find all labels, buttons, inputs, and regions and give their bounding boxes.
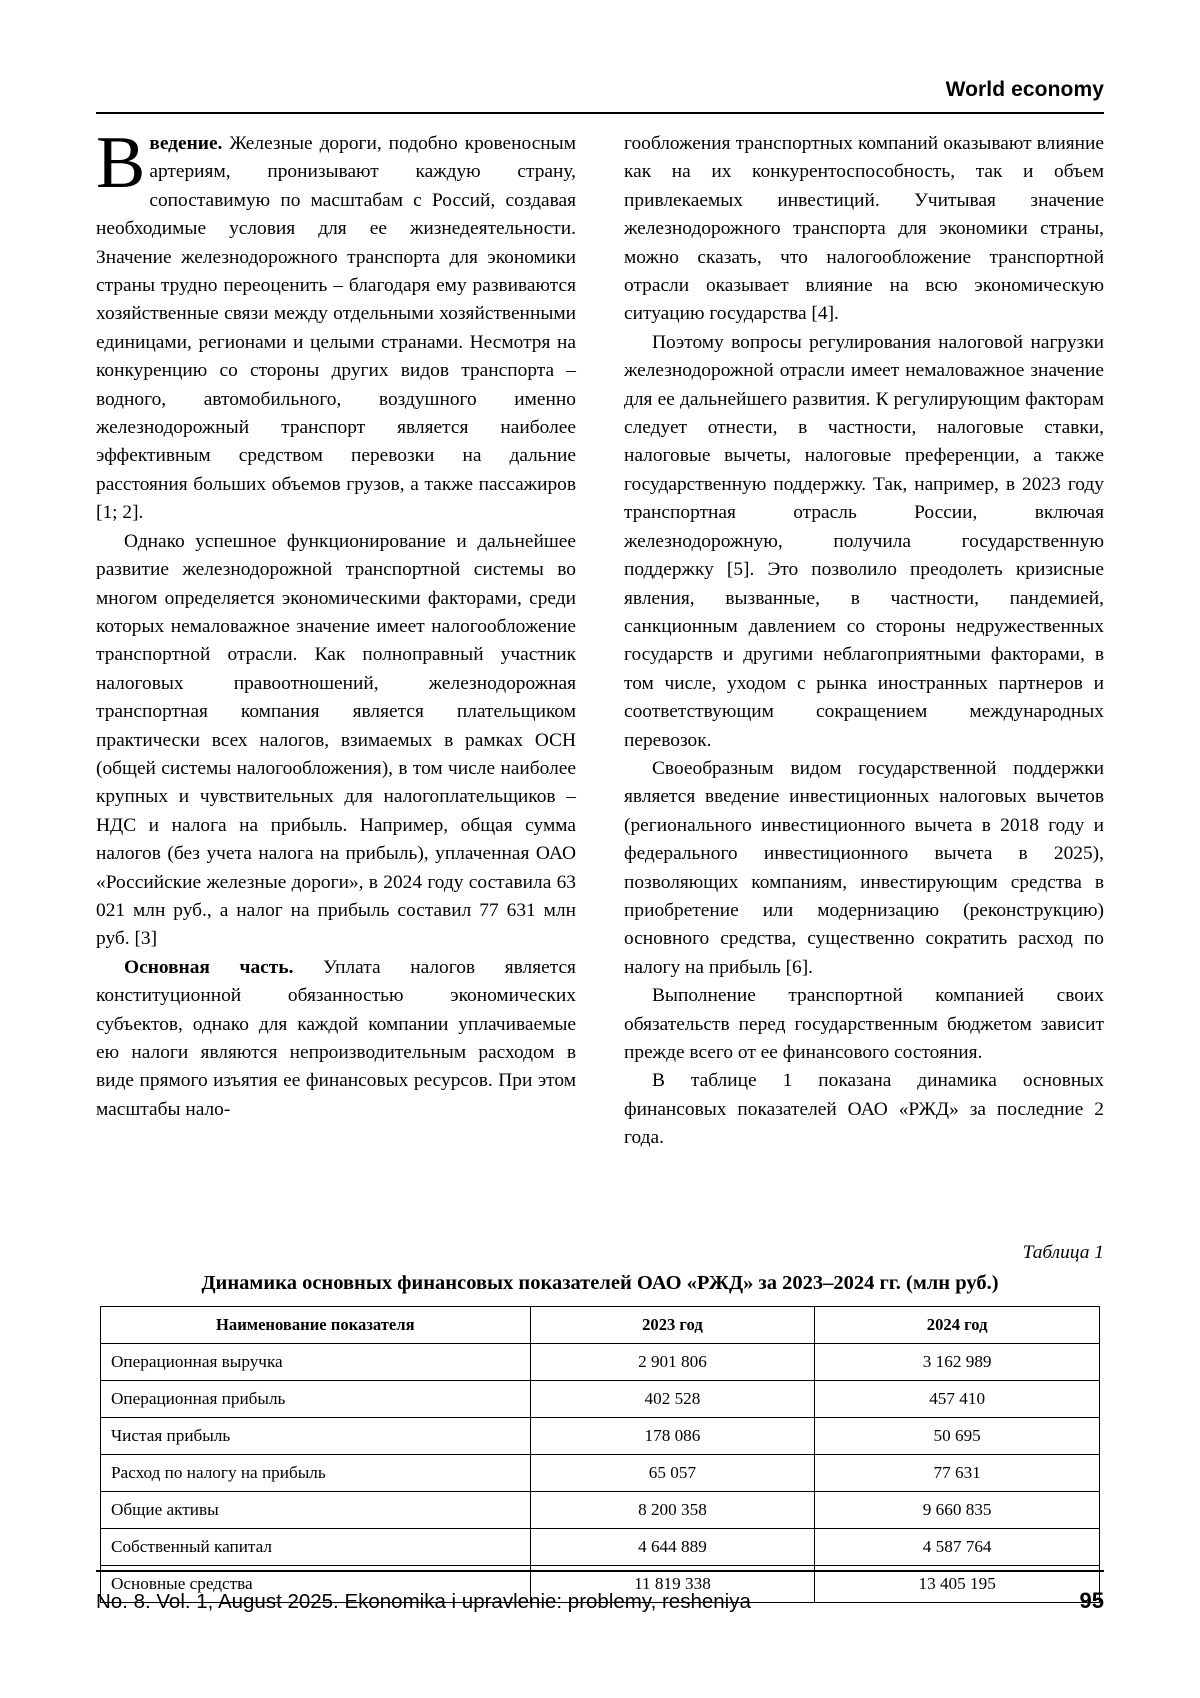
table-header-2024: 2024 год bbox=[815, 1307, 1100, 1344]
right-column bbox=[624, 130, 1104, 1153]
header-divider bbox=[96, 112, 1104, 114]
paragraph-intro bbox=[96, 122, 576, 528]
table-title: Динамика основных финансовых показателей ОАО «РЖД» за 2023–2024 гг. (млн руб.) bbox=[201, 1272, 999, 1294]
paragraph-left-3-text: Уплата налогов является конституционной обязанностью экономических субъектов, однако для каждой компании уплачиваемые ею налоги являются непроизводительным расходом в виде прямого изъятия ее финансовых ресурсов. При этом масштабы нало- bbox=[96, 956, 576, 1120]
section-lead-main-part: Основная часть. bbox=[124, 956, 294, 978]
table-cell-2023: 8 200 358 bbox=[530, 1492, 815, 1529]
paragraph-right-4: Выполнение транспортной компанией своих обязательств перед государственным бюджетом зависит прежде всего от ее финансового состояния. bbox=[624, 985, 1104, 1063]
paragraph-right-3: Своеобразным видом государственной поддержки является введение инвестиционных налоговых вычетов (регионального инвестиционного вычета в 2018 году и федерального инвестиционного вычета в 2025), позволяющих компаниям, инвестирующим средства в приобретение или модернизацию (реконструкцию) основного средства, существенно сократить расход по налогу на прибыль [6]. bbox=[624, 757, 1104, 978]
table-cell-name: Собственный капитал bbox=[101, 1529, 531, 1566]
body-columns bbox=[96, 122, 1104, 1153]
table-cell-2023: 65 057 bbox=[530, 1455, 815, 1492]
table-row bbox=[101, 1381, 1100, 1418]
table-row bbox=[101, 1418, 1100, 1455]
table-cell-2024: 9 660 835 bbox=[815, 1492, 1100, 1529]
footer-divider bbox=[96, 1570, 1104, 1572]
table-cell-2024: 3 162 989 bbox=[815, 1344, 1100, 1381]
table-header-2023: 2023 год bbox=[530, 1307, 815, 1344]
financial-indicators-table bbox=[100, 1306, 1100, 1603]
table-cell-name: Общие активы bbox=[101, 1492, 531, 1529]
table-cell-2024: 77 631 bbox=[815, 1455, 1100, 1492]
table-cell-name: Расход по налогу на прибыль bbox=[101, 1455, 531, 1492]
table-cell-2024: 13 405 195 bbox=[815, 1566, 1100, 1603]
page-footer bbox=[96, 1588, 1104, 1614]
footer-journal-line: No. 8. Vol. 1, August 2025. Ekonomika i upravlenie: problemy, resheniya bbox=[96, 1590, 751, 1613]
drop-cap: В bbox=[96, 122, 146, 204]
table-cell-2023: 11 819 338 bbox=[530, 1566, 815, 1603]
table-cell-name: Основные средства bbox=[101, 1566, 531, 1603]
table-cell-name: Операционная выручка bbox=[101, 1344, 531, 1381]
paragraph-left-2: Однако успешное функционирование и дальнейшее развитие железнодорожной транспортной системы во многом определяется экономическими факторами, среди которых немаловажное значение имеет налогообложение транспортной отрасли. Как полноправный участник налоговых правоотношений, железнодорожная транспортная компания является плательщиком практически всех налогов, взимаемых в рамках ОСН (общей системы налогообложения), в том числе наиболее крупных и чувствительных для налогоплательщиков – НДС и налога на прибыль. Например, общая сумма налогов (без учета налога на прибыль), уплаченная ОАО «Российские железные дороги», в 2024 году составила 63 021 млн руб., а налог на прибыль составил 77 631 млн руб. [3] bbox=[96, 530, 576, 950]
table-cell-2024: 50 695 bbox=[815, 1418, 1100, 1455]
table-cell-2023: 402 528 bbox=[530, 1381, 815, 1418]
paragraph-right-2: Поэтому вопросы регулирования налоговой нагрузки железнодорожной отрасли имеет немаловажное значение для ее дальнейшего развития. К регулирующим факторам следует отнести, в частности, налоговые ставки, налоговые вычеты, налоговые преференции, а также государственную поддержку. Так, например, в 2023 году транспортная отрасль России, включая железнодорожную, получила государственную поддержку [5]. Это позволило преодолеть кризисные явления, вызванные, в частности, пандемией, санкционным давлением со стороны недружественных государств и другими неблагоприятными факторами, в том числе, уходом с рынка иностранных партнеров и соответствующим сокращением международных перевозок. bbox=[624, 331, 1104, 751]
table-cell-name: Операционная прибыль bbox=[101, 1381, 531, 1418]
paragraph-intro-text: ведение. Железные дороги, подобно кровеносным артериям, пронизывают каждую страну, сопоставимую по масштабам с Россий, создавая необходимые условия для ее жизнедеятельности. Значение железнодорожного транспорта для экономики страны трудно переоценить – благодаря ему развиваются хозяйственные связи между отдельными хозяйственными единицами, регионами и целыми странами. Несмотря на конкуренцию со стороны других видов транспорта – водного, автомобильного, воздушного именно железнодорожный транспорт является наиболее эффективным средством перевозки на дальние расстояния больших объемов грузов, а также пассажиров [1; 2]. bbox=[96, 133, 576, 524]
table-cell-2024: 457 410 bbox=[815, 1381, 1100, 1418]
table-row bbox=[101, 1492, 1100, 1529]
page-number: 95 bbox=[1079, 1588, 1104, 1613]
table-row bbox=[101, 1455, 1100, 1492]
table-cell-2023: 4 644 889 bbox=[530, 1529, 815, 1566]
table-header-row bbox=[101, 1307, 1100, 1344]
running-head: World economy bbox=[945, 78, 1104, 101]
paragraph-right-5: В таблице 1 показана динамика основных финансовых показателей ОАО «РЖД» за последние 2 года. bbox=[624, 1070, 1104, 1149]
table-cell-2024: 4 587 764 bbox=[815, 1529, 1100, 1566]
table-cell-2023: 2 901 806 bbox=[530, 1344, 815, 1381]
paragraph-left-3 bbox=[96, 954, 576, 1124]
table-row bbox=[101, 1344, 1100, 1381]
table-cell-name: Чистая прибыль bbox=[101, 1418, 531, 1455]
table-header-indicator: Наименование показателя bbox=[101, 1307, 531, 1344]
table-row bbox=[101, 1529, 1100, 1566]
table-number-caption: Таблица 1 bbox=[1022, 1242, 1104, 1263]
table-cell-2023: 178 086 bbox=[530, 1418, 815, 1455]
paragraph-right-1: гообложения транспортных компаний оказывают влияние как на их конкурентоспособность, так и объем привлекаемых инвестиций. Учитывая значение железнодорожного транспорта для экономики страны, можно сказать, что налогообложение транспортной отрасли оказывает влияние на всю экономическую ситуацию государства [4]. bbox=[624, 133, 1104, 325]
left-column bbox=[96, 122, 576, 1153]
